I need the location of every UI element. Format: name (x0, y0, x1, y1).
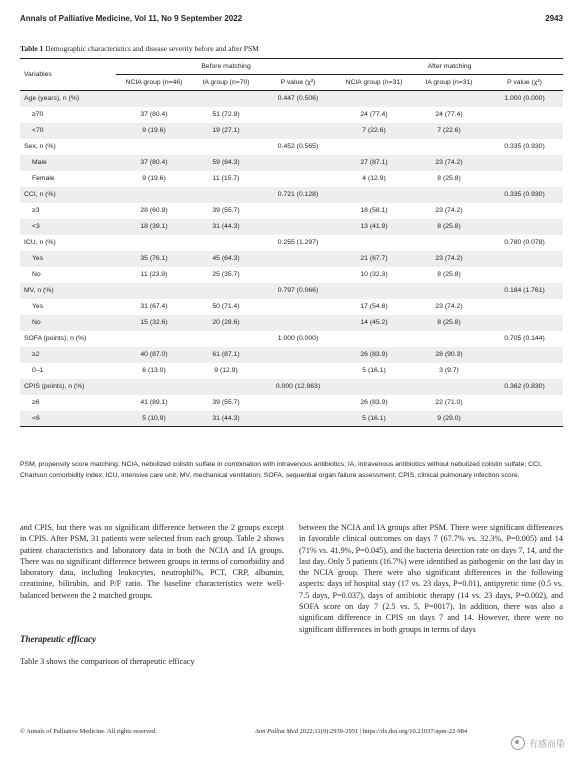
cell-variable: Yes (32, 303, 44, 310)
cell-ncia-after: 13 (41.9) (360, 223, 388, 230)
cell-ia-after (412, 139, 486, 155)
cell-ia-after: 8 (25.8) (437, 223, 461, 230)
cell-ncia-after (336, 331, 412, 347)
cell-ncia-before (116, 283, 192, 299)
table-row (20, 107, 563, 123)
cell-ia-after: 23 (74.2) (435, 207, 463, 214)
cell-p-before (260, 411, 336, 427)
cell-variable: No (32, 271, 41, 278)
col-p-after-header: P value (χ²) (507, 79, 542, 86)
cell-p-before (260, 219, 336, 235)
cell-ia-before (192, 187, 260, 203)
cell-p-before: 1.000 (0.000) (277, 335, 319, 342)
table-row (20, 171, 563, 187)
cell-ncia-after (336, 379, 412, 395)
cell-variable: CCI, n (%) (24, 191, 56, 198)
cell-ia-before: 31 (44.3) (212, 414, 240, 422)
cell-p-after (486, 219, 563, 235)
cell-ia-before: 51 (72.9) (212, 111, 240, 118)
table-row (20, 219, 563, 235)
cell-variable: Age (years), n (%) (24, 95, 80, 103)
cell-variable: ≥70 (32, 111, 44, 118)
cell-p-after (486, 107, 563, 123)
cell-ia-before: 19 (27.1) (212, 127, 240, 134)
cell-ia-before: 31 (44.3) (212, 223, 240, 230)
cell-ncia-after (336, 139, 412, 155)
cell-ncia-before: 37 (80.4) (140, 159, 168, 166)
cell-ncia-after: 10 (32.3) (360, 271, 388, 278)
cell-ia-before: 9 (12.9) (214, 367, 238, 374)
table-row (20, 267, 563, 283)
cell-p-before (260, 155, 336, 171)
cell-ia-before: 45 (64.3) (212, 255, 240, 262)
cell-ncia-after: 24 (77.4) (360, 111, 388, 118)
cell-ncia-before (116, 235, 192, 251)
cell-ia-before: 59 (84.3) (212, 159, 240, 166)
cell-ncia-before (116, 379, 192, 395)
cell-p-after: 1.000 (0.000) (504, 95, 545, 103)
cell-ia-before (192, 139, 260, 155)
cell-ncia-after (336, 91, 412, 107)
table-row (20, 331, 563, 347)
cell-ia-after: 28 (90.3) (435, 351, 463, 358)
cell-ia-before: 61 (87.1) (212, 351, 240, 358)
cell-p-after (486, 299, 563, 315)
cell-p-before (260, 363, 336, 379)
cell-p-before: 0.452 (0.565) (277, 143, 319, 150)
cell-ia-after: 3 (9.7) (439, 367, 459, 374)
cell-p-before (260, 267, 336, 283)
cell-ia-before: 20 (28.6) (212, 319, 240, 326)
table-row (20, 395, 563, 411)
col-ncia-before-header: NCIA group (n=46) (125, 79, 183, 86)
cell-ncia-before (116, 139, 192, 155)
cell-ia-before (192, 379, 260, 395)
table-row (20, 187, 563, 203)
table-row (20, 299, 563, 315)
cell-variable: ICU, n (%) (24, 239, 56, 246)
cell-ia-after: 8 (25.8) (437, 319, 461, 326)
cell-ncia-before: 28 (60.9) (140, 207, 168, 214)
before-matching-header: Before matching (116, 59, 336, 75)
table-caption-text: Demographic characteristics and disease severity before and after PSM (45, 44, 259, 53)
cell-ncia-before: 11 (23.9) (140, 271, 168, 278)
cell-ia-after: 7 (22.6) (437, 127, 461, 134)
cell-ia-after (412, 379, 486, 395)
col-variables-header: Variables (24, 71, 52, 78)
cell-p-after: 0.335 (0.930) (504, 191, 545, 198)
cell-variable: 0–1 (32, 367, 44, 374)
cell-ncia-after: 18 (58.1) (360, 207, 388, 214)
cell-ncia-before: 41 (89.1) (140, 399, 168, 406)
cell-ia-before: 39 (55.7) (212, 207, 240, 214)
cell-ia-before: 50 (71.4) (212, 303, 240, 310)
cell-p-before: 0.447 (0.506) (277, 95, 319, 103)
cell-ncia-after: 26 (83.9) (360, 351, 388, 358)
cell-p-after (486, 171, 563, 187)
table-row (20, 139, 563, 155)
cell-ia-after (412, 331, 486, 347)
cell-variable: CPIS (points), n (%) (24, 383, 85, 390)
copyright-notice: © Annals of Palliative Medicine. All rights reserved. (20, 728, 157, 735)
table-row (20, 123, 563, 139)
cell-p-after (486, 155, 563, 171)
cell-p-after: 0.362 (0.830) (504, 383, 545, 390)
citation-journal: Ann Palliat Med (255, 728, 298, 735)
cell-ncia-before: 15 (32.6) (140, 319, 168, 326)
cell-ia-after (412, 91, 486, 107)
cell-ncia-after (336, 187, 412, 203)
page-number: 2943 (545, 14, 563, 23)
body-paragraph-2: Table 3 shows the comparison of therapeutic efficacy (20, 657, 195, 666)
cell-p-before (260, 299, 336, 315)
cell-p-after: 0.335 (0.930) (504, 143, 545, 150)
cell-ia-before (192, 235, 260, 251)
cell-variable: SOFA (points), n (%) (24, 335, 87, 342)
cell-p-before (260, 315, 336, 331)
col-ia-after-header: IA group (n=31) (425, 79, 473, 86)
cell-ncia-after: 26 (83.9) (360, 399, 388, 406)
cell-ia-after (412, 187, 486, 203)
col-ncia-after-header: NCIA group (n=31) (345, 79, 403, 86)
table-row (20, 155, 563, 171)
cell-variable: Sex, n (%) (24, 143, 56, 150)
cell-ia-after: 8 (25.8) (437, 175, 461, 182)
cell-ncia-after: 27 (87.1) (360, 159, 388, 166)
cell-ia-after: 23 (74.2) (435, 255, 463, 262)
cell-ia-after: 22 (71.0) (435, 399, 463, 406)
cell-p-before: 0.721 (0.128) (277, 191, 319, 198)
cell-ia-after (412, 283, 486, 299)
cell-ncia-after: 5 (16.1) (362, 414, 386, 422)
cell-ncia-before: 18 (39.1) (140, 223, 168, 230)
cell-p-after (486, 411, 563, 427)
cell-ia-before: 39 (55.7) (212, 399, 240, 406)
table-row (20, 203, 563, 219)
cell-ncia-after: 4 (12.9) (362, 175, 386, 182)
table-caption-label: Table 1 (20, 44, 44, 53)
cell-ia-before: 25 (35.7) (212, 271, 240, 278)
table-row (20, 411, 563, 427)
cell-ncia-after: 14 (45.2) (360, 319, 388, 326)
col-p-before-header: P value (χ²) (280, 79, 316, 86)
body-right-column (299, 522, 563, 635)
cell-p-after: 0.184 (1.761) (504, 287, 545, 294)
cell-p-before (260, 251, 336, 267)
cell-ncia-after: 5 (16.1) (362, 367, 386, 374)
table-row (20, 363, 563, 379)
cell-ncia-before: 40 (87.0) (140, 351, 168, 358)
table-row (20, 283, 563, 299)
cell-ncia-before: 6 (13.0) (142, 367, 166, 374)
cell-ncia-before (116, 331, 192, 347)
cell-ncia-after (336, 283, 412, 299)
cell-ncia-before: 31 (67.4) (140, 303, 168, 310)
wechat-icon (511, 736, 525, 750)
cell-ia-before (192, 331, 260, 347)
col-ia-before-header: IA group (n=70) (202, 79, 250, 86)
table-row (20, 235, 563, 251)
journal-header: Annals of Palliative Medicine, Vol 11, No 9 September 2022 (20, 14, 243, 23)
cell-p-before: 0.797 (0.066) (277, 287, 319, 294)
body-left-column (20, 522, 284, 601)
cell-variable: <3 (32, 223, 40, 230)
cell-variable: ≥3 (32, 207, 40, 214)
table-caption (20, 44, 259, 53)
cell-ia-after: 8 (25.8) (437, 271, 461, 278)
cell-variable: MV, n (%) (24, 287, 54, 294)
cell-ncia-after: 7 (22.6) (362, 127, 386, 134)
cell-ia-after: 24 (77.4) (435, 111, 463, 118)
table-row (20, 91, 563, 107)
cell-ncia-before (116, 187, 192, 203)
cell-ia-after: 23 (74.2) (435, 159, 463, 166)
cell-ia-before: 11 (15.7) (212, 175, 240, 182)
cell-p-before (260, 123, 336, 139)
cell-ncia-after (336, 235, 412, 251)
cell-ncia-before: 9 (19.6) (142, 175, 166, 182)
cell-ncia-after: 17 (54.8) (360, 303, 388, 310)
cell-ia-before (192, 91, 260, 107)
citation (255, 728, 467, 735)
table-row (20, 379, 563, 395)
cell-variable: <6 (32, 414, 40, 422)
table-footnote: PSM, propensity score matching; NCIA, nebulized colistin sulfate in combination with intravenous antibiotics; IA, intravenous antibiotics without nebulized colistin sulfate; CCI, Charlson comorbidity index; ICU, intensive care unit; MV, mechanical ventilation; SOFA, sequential organ failure assessment; CPIS, clinical pulmonary infection score. (20, 461, 542, 479)
cell-p-before (260, 347, 336, 363)
cell-p-after (486, 267, 563, 283)
cell-p-before (260, 171, 336, 187)
watermark (511, 736, 565, 750)
cell-ncia-after: 21 (67.7) (360, 255, 388, 262)
cell-p-before (260, 203, 336, 219)
cell-p-after: 0.780 (0.078) (504, 239, 545, 246)
cell-ia-after: 9 (29.0) (437, 414, 461, 422)
watermark-text: 有感而染 (528, 738, 565, 749)
cell-p-after: 0.705 (0.144) (504, 335, 545, 342)
section-heading: Therapeutic efficacy (20, 634, 97, 644)
cell-ncia-before: 35 (76.1) (140, 255, 168, 262)
body-paragraph: and CPIS, but there was no significant difference between the 2 groups except in CPIS. After PSM, 31 patients were selected from each group. Table 2 shows patient characteristics and laboratory data in both the NCIA and IA groups. There was no significant difference between groups in terms of comorbidity and laboratory data, including leukocytes, neutrophil%, PCT, CRP, albumin, creatinine, bilirubin, and P/F ratio. The baseline characteristics were well-balanced between the 2 matched groups. (20, 523, 284, 600)
cell-ncia-before (116, 91, 192, 107)
cell-ia-after: 23 (74.2) (435, 303, 463, 310)
cell-p-after (486, 203, 563, 219)
cell-p-before: 0.255 (1.297) (277, 239, 319, 246)
cell-p-after (486, 315, 563, 331)
table-row (20, 315, 563, 331)
cell-variable: Male (32, 159, 47, 166)
table-row (20, 347, 563, 363)
cell-ia-after (412, 235, 486, 251)
demographics-table (20, 58, 563, 427)
cell-p-after (486, 363, 563, 379)
cell-ia-before (192, 283, 260, 299)
body-paragraph: between the NCIA and IA groups after PSM. There were significant differences in favorable clinical outcomes on days 7 (67.7% vs. 32.3%, P=0.005) and 14 (71% vs. 41.9%, P=0.045), and the bacteria detection rate on days 7, 14, and the last day. Only 5 patients (16.7%) were identified as pathogenic on the last day in the NCIA group. There were also significant differences in the following aspects: days of hospital stay (17 vs. 23 days, P=0.01), antipyretic time (0.5 vs. 7.5 days, P=0.037), days of antibiotic therapy (14 vs. 23 days, P=0.002), and SOFA score on day 7 (2.5 vs. 5, P=0017). In addition, there was also a significant difference in CPIS on days 7 and 14. However, there were no significant differences in both groups in terms of days (299, 523, 563, 634)
cell-variable: Yes (32, 255, 44, 262)
citation-detail: 2022;11(9):2939-2951 | https://dx.doi.org/10.21037/apm-22-984 (297, 728, 468, 735)
cell-ncia-before: 5 (10.9) (142, 414, 166, 422)
cell-ncia-before: 9 (19.6) (142, 127, 166, 134)
cell-ncia-before: 37 (80.4) (140, 111, 168, 118)
cell-p-before: 0.000 (12.963) (275, 383, 321, 390)
cell-p-after (486, 347, 563, 363)
after-matching-header: After matching (336, 59, 563, 75)
cell-variable: ≥6 (32, 399, 40, 406)
cell-p-after (486, 123, 563, 139)
cell-p-before (260, 107, 336, 123)
table-row (20, 251, 563, 267)
cell-p-after (486, 251, 563, 267)
cell-variable: <70 (32, 127, 44, 134)
cell-variable: Female (32, 175, 55, 182)
cell-p-before (260, 395, 336, 411)
cell-variable: No (32, 319, 41, 326)
cell-p-after (486, 395, 563, 411)
cell-variable: ≥2 (32, 351, 40, 358)
